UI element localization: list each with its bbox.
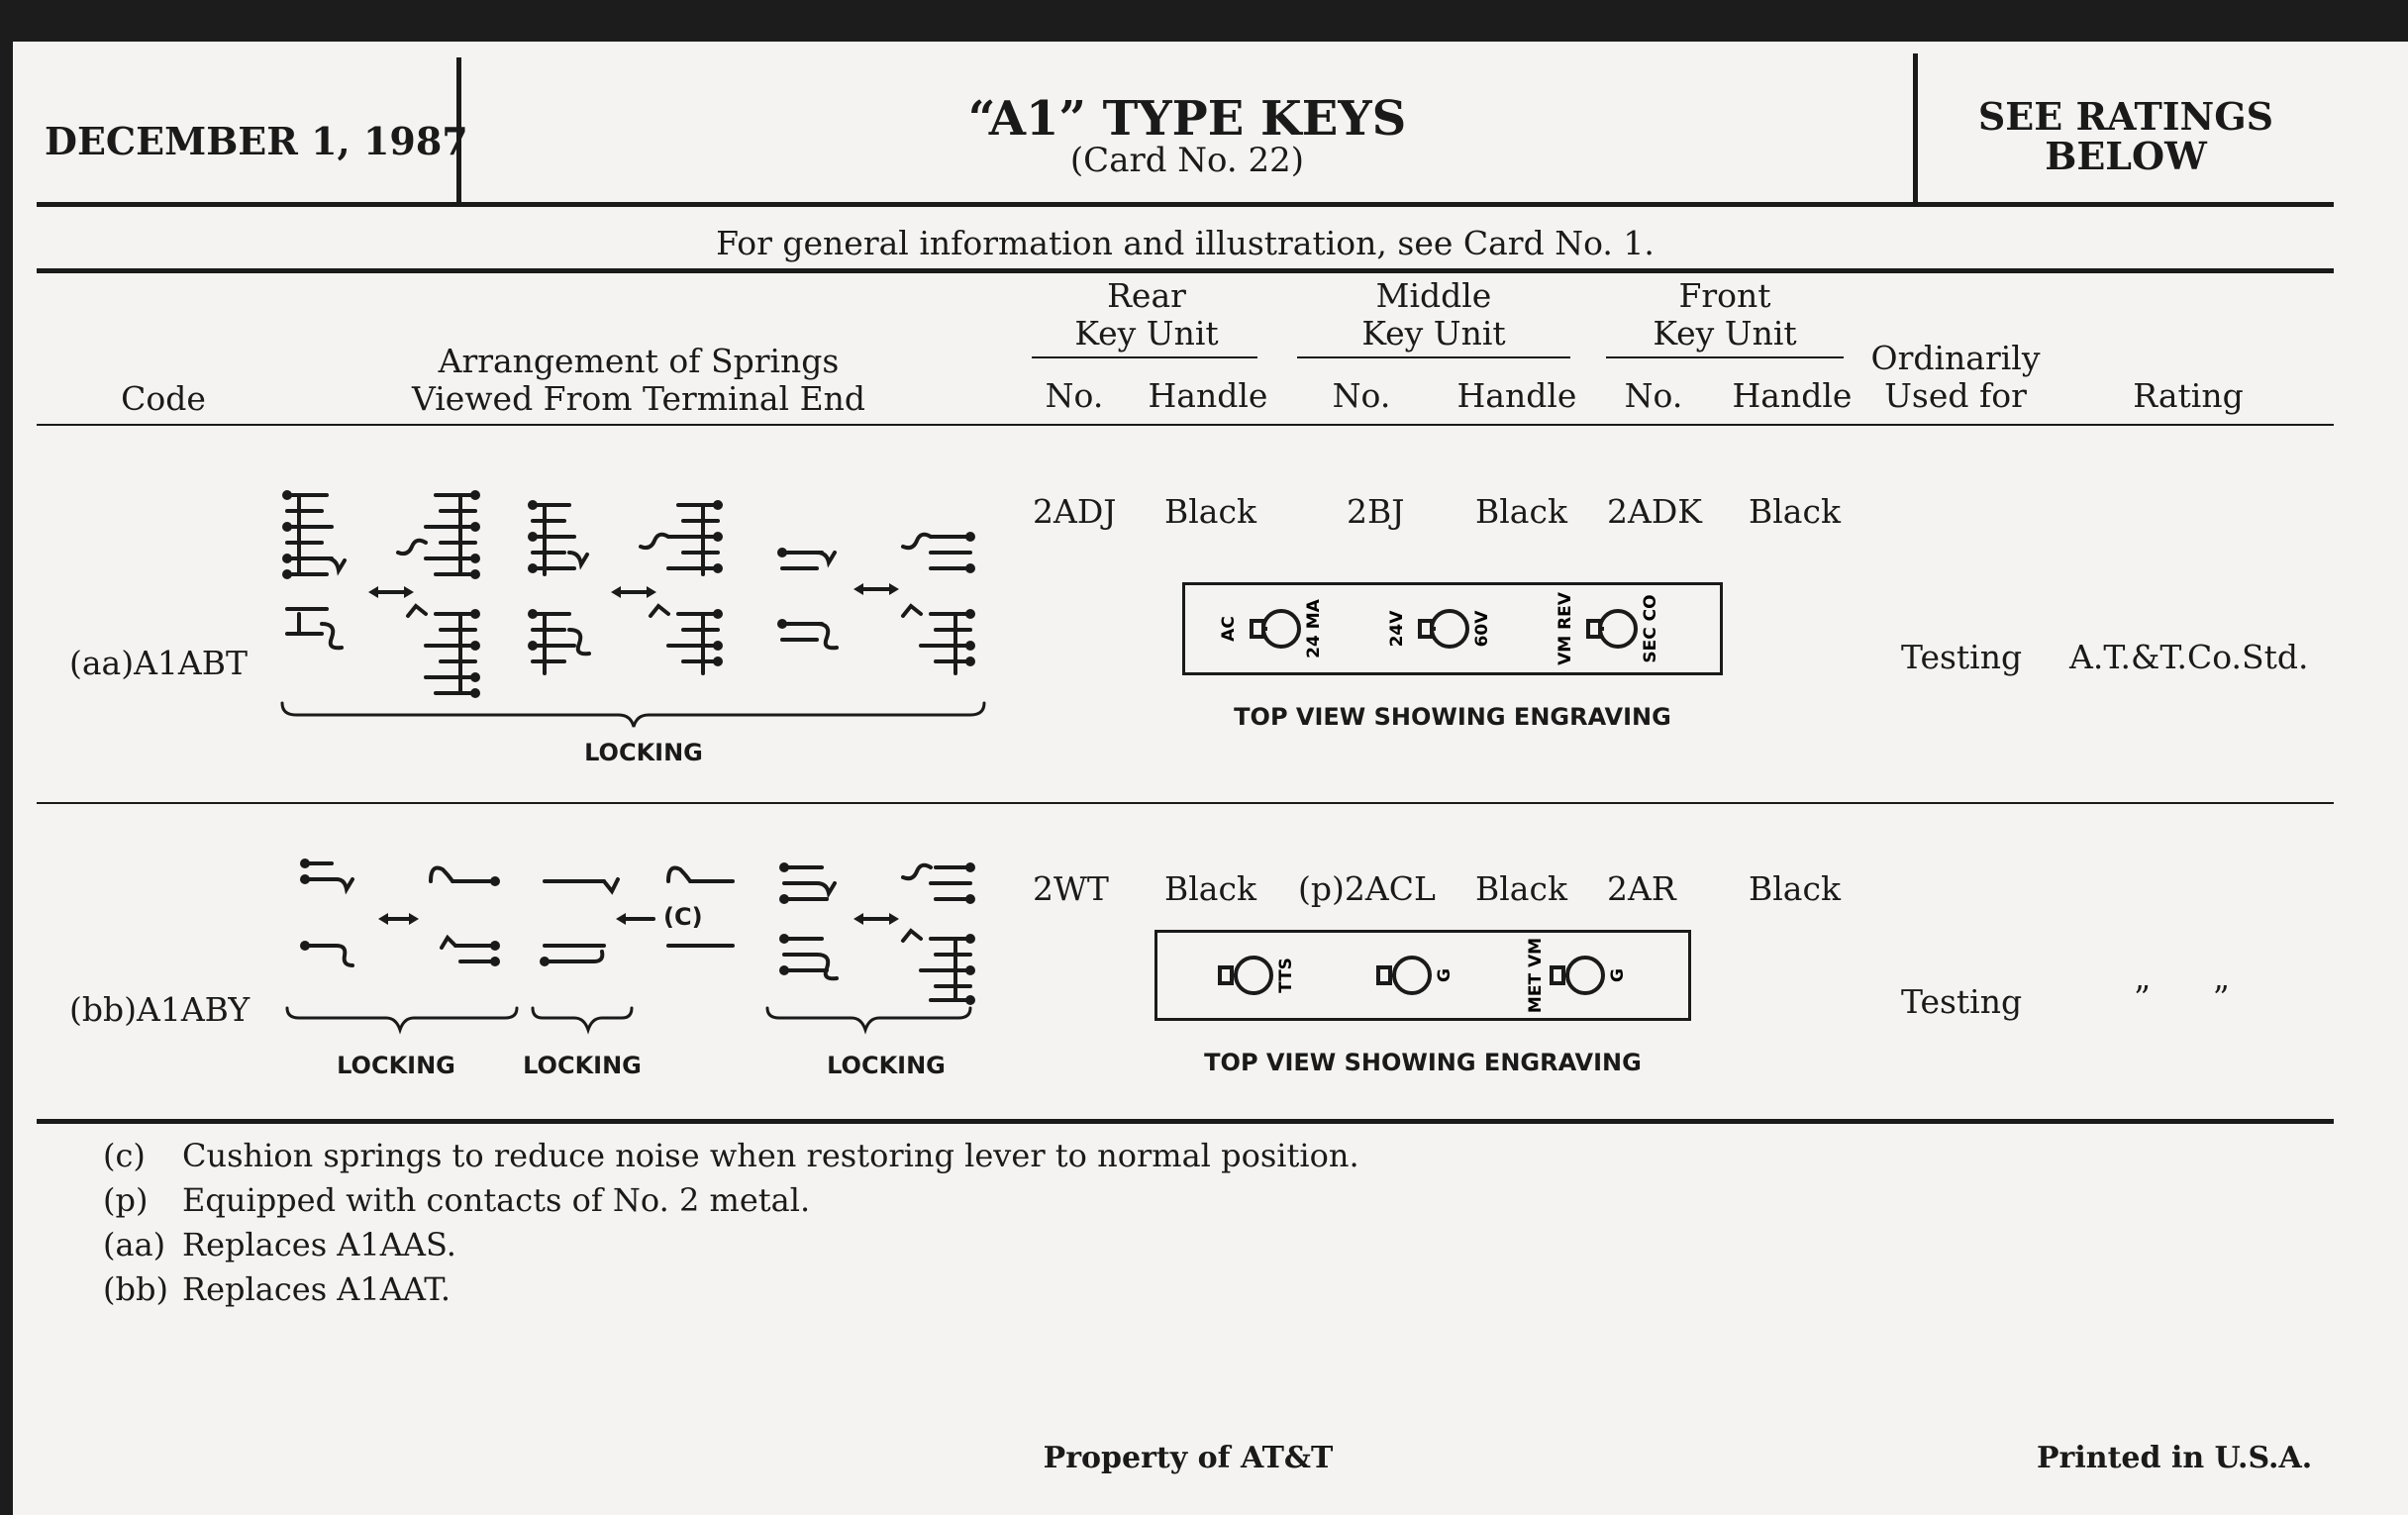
spring-stack: [784, 939, 837, 978]
spring-stack: [533, 505, 587, 574]
spring-stack: [287, 609, 342, 648]
col-rating: Rating: [2133, 376, 2244, 415]
spring-stack: [398, 495, 475, 574]
engraving-text: MET VM: [1526, 937, 1546, 1014]
col-arrangement-line-2: Viewed From Terminal End: [411, 379, 866, 418]
column-header-rule: [37, 424, 2334, 426]
footer-printed: Printed in U.S.A.: [2037, 1441, 2313, 1475]
col-code: Code: [121, 379, 206, 418]
key-handle-rear: [1236, 958, 1271, 993]
spring-stack: [305, 863, 352, 889]
general-info: For general information and illustration, see Card No. 1.: [716, 224, 1655, 262]
row1-middle-no: 2BJ: [1347, 492, 1405, 531]
row2-used-for: Testing: [1901, 982, 2023, 1021]
col-middle: [1297, 277, 1570, 353]
row2-rating-ditto: ” ”: [2134, 978, 2230, 1017]
col-used-line-1: Ordinarily: [1870, 339, 2041, 377]
key-handle-rear: [1263, 611, 1299, 647]
row2-locking-label: LOCKING: [827, 1052, 946, 1079]
row2-engraving-caption: TOP VIEW SHOWING ENGRAVING: [1204, 1049, 1642, 1076]
row2-middle-handle: Black: [1475, 869, 1567, 908]
footnote: [103, 1178, 1359, 1223]
row2-locking-label: LOCKING: [523, 1052, 642, 1079]
key-handle-middle: [1432, 611, 1467, 647]
row1-rear-no: 2ADJ: [1033, 492, 1117, 531]
spring-stack: [903, 606, 970, 673]
row2-middle-no: (p)2ACL: [1298, 869, 1436, 908]
row1-used-for: Testing: [1901, 638, 2023, 676]
col-middle-handle: Handle: [1456, 376, 1577, 415]
col-rear-no: No.: [1045, 376, 1104, 415]
footnote-key: (c): [103, 1137, 146, 1174]
col-front: [1606, 277, 1844, 353]
row2-rear-no: 2WT: [1033, 869, 1109, 908]
spring-stack: [408, 606, 475, 693]
row2-front-no: 2AR: [1607, 869, 1676, 908]
spring-stack: [442, 938, 495, 961]
engraving-text: G: [1435, 968, 1455, 982]
row1-key-handles: [1182, 582, 1723, 675]
spring-stack: [784, 867, 835, 899]
middle-underline: [1297, 356, 1570, 358]
row1-front-no: 2ADK: [1607, 492, 1702, 531]
footnote-text: Cushion springs to reduce noise when restoring lever to normal position.: [182, 1137, 1359, 1174]
page-title: “A1” TYPE KEYS: [967, 91, 1407, 147]
spring-stack: [533, 614, 589, 673]
row1-rear-handle: Black: [1164, 492, 1256, 531]
spring-stack: [431, 868, 495, 882]
row1-code: (aa)A1ABT: [69, 644, 249, 682]
footnotes: [103, 1134, 1359, 1312]
engraving-text: VM REV: [1555, 592, 1575, 665]
row1-spring-diagram: [277, 475, 1010, 772]
col-rear-line-2: Key Unit: [1074, 314, 1219, 353]
row1-locking-label: LOCKING: [584, 739, 703, 766]
footnote: [103, 1267, 1359, 1312]
spring-stack: [782, 624, 837, 648]
row2-front-handle: Black: [1749, 869, 1841, 908]
key-handle-front: [1600, 611, 1636, 647]
footnote-text: Equipped with contacts of No. 2 metal.: [182, 1181, 811, 1219]
spring-stack: [903, 535, 970, 568]
table-bottom-rule: [37, 1119, 2334, 1124]
key-handle-middle: [1394, 958, 1430, 993]
col-middle-line-1: Middle: [1375, 276, 1492, 315]
card-number: (Card No. 22): [1069, 141, 1305, 180]
col-rear: [1030, 277, 1263, 353]
row2-locking-label: LOCKING: [337, 1052, 455, 1079]
row1-rating: A.T.&T.Co.Std.: [2069, 638, 2309, 676]
issue-date: DECEMBER 1, 1987: [45, 119, 468, 163]
front-underline: [1606, 356, 1844, 358]
spring-stack: [287, 495, 345, 574]
row1-front-handle: Black: [1749, 492, 1841, 531]
col-rear-line-1: Rear: [1107, 276, 1186, 315]
col-arrangement-line-1: Arrangement of Springs: [438, 342, 840, 380]
ratings-note: [1918, 94, 2334, 178]
col-rear-handle: Handle: [1148, 376, 1268, 415]
header-rule: [37, 202, 2334, 207]
engraving-text: SEC CO: [1641, 594, 1660, 663]
spring-stack: [545, 879, 618, 891]
col-middle-no: No.: [1332, 376, 1391, 415]
spring-stack: [651, 606, 718, 673]
col-middle-line-2: Key Unit: [1361, 314, 1506, 353]
spring-stack: [641, 505, 718, 574]
footnote-text: Replaces A1AAT.: [182, 1270, 452, 1308]
row1-engraving-caption: TOP VIEW SHOWING ENGRAVING: [1234, 703, 1671, 731]
footnote-text: Replaces A1AAS.: [182, 1226, 456, 1263]
cushion-label: (C): [663, 903, 703, 931]
row2-code: (bb)A1ABY: [69, 990, 251, 1029]
info-rule: [37, 268, 2334, 273]
row1-middle-handle: Black: [1475, 492, 1567, 531]
col-front-handle: Handle: [1732, 376, 1853, 415]
spring-stack: [903, 931, 970, 1000]
engraving-text: 24V: [1387, 610, 1407, 648]
ratings-line-2: BELOW: [2045, 134, 2207, 178]
footnote-key: (bb): [103, 1270, 168, 1308]
spring-stack: [782, 553, 835, 568]
row2-rear-handle: Black: [1164, 869, 1256, 908]
spring-stack: [668, 868, 733, 882]
footnote-key: (aa): [103, 1226, 166, 1263]
ratings-line-1: SEE RATINGS: [1977, 94, 2274, 139]
col-front-no: No.: [1624, 376, 1683, 415]
footnote-key: (p): [103, 1181, 149, 1219]
footer-property: Property of AT&T: [1043, 1441, 1334, 1475]
spring-stack: [903, 865, 970, 899]
engraving-text: AC: [1219, 616, 1239, 642]
spring-stack: [545, 946, 604, 961]
col-arrangement: [376, 343, 901, 418]
row2-spring-diagram: [277, 852, 1010, 1050]
engraving-text: 24 MA: [1304, 599, 1324, 658]
engraving-text: TTS: [1276, 958, 1296, 993]
engraving-text: G: [1608, 968, 1628, 982]
key-handle-front: [1567, 958, 1603, 993]
footnote: [103, 1223, 1359, 1267]
engraving-text: 60V: [1472, 610, 1492, 648]
footnote: [103, 1134, 1359, 1178]
rear-underline: [1032, 356, 1257, 358]
col-front-line-1: Front: [1678, 276, 1771, 315]
col-used-line-2: Used for: [1884, 376, 2027, 415]
spring-stack: [305, 946, 352, 965]
col-front-line-2: Key Unit: [1653, 314, 1797, 353]
col-used-for: [1861, 340, 2050, 415]
row2-key-handles: [1154, 930, 1691, 1021]
row-divider: [37, 802, 2334, 804]
